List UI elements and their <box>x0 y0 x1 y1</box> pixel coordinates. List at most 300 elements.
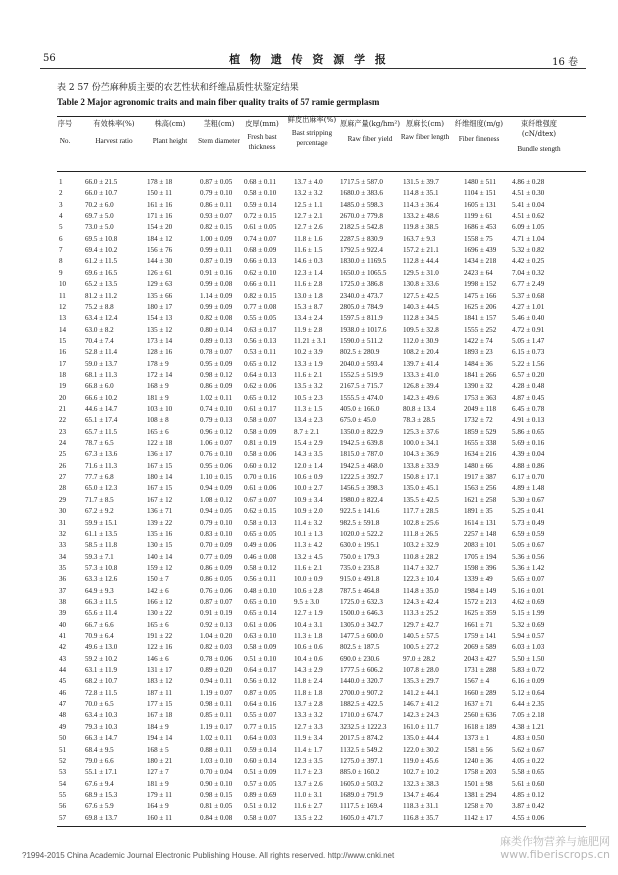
table-cell: 4.51 ± 0.62 <box>512 212 545 221</box>
table-cell: 142.3 ± 49.6 <box>403 393 439 402</box>
table-row <box>0 655 618 666</box>
table-cell: 70.2 ± 6.0 <box>85 200 114 209</box>
table-cell: 885.0 ± 160.2 <box>340 768 380 777</box>
table-cell: 0.77 ± 0.15 <box>244 722 277 731</box>
table-cell: 55.1 ± 17.1 <box>85 768 118 777</box>
table-cell: 1696 ± 439 <box>464 246 497 255</box>
table-cell: 0.58 ± 0.10 <box>244 189 277 198</box>
table-cell: 10.6 ± 0.6 <box>294 643 323 652</box>
table-cell: 0.82 ± 0.15 <box>200 223 233 232</box>
table-cell: 1731 ± 288 <box>464 666 497 675</box>
row-number: 28 <box>59 484 67 493</box>
table-cell: 1477.5 ± 600.0 <box>340 632 383 640</box>
table-cell: 0.77 ± 0.09 <box>200 552 233 561</box>
table-cell: 167 ± 15 <box>147 461 173 470</box>
table-cell: 161 ± 16 <box>147 200 173 209</box>
table-cell: 119.8 ± 38.5 <box>403 223 439 232</box>
table-cell: 12.3 ± 1.4 <box>294 268 323 277</box>
table-cell: 70.4 ± 7.4 <box>85 336 114 345</box>
table-cell: 0.65 ± 0.05 <box>244 529 277 538</box>
table-cell: 5.94 ± 0.57 <box>512 632 545 640</box>
table-cell: 675.0 ± 45.0 <box>340 416 376 425</box>
table-cell: 0.58 ± 0.09 <box>244 427 277 436</box>
table-cell: 154 ± 20 <box>147 223 173 232</box>
table-cell: 11.4 ± 1.7 <box>294 745 323 754</box>
table-row <box>0 337 618 348</box>
table-cell: 135.0 ± 45.1 <box>403 484 439 493</box>
table-cell: 1759 ± 141 <box>464 632 497 640</box>
table-cell: 140 ± 14 <box>147 552 173 561</box>
table-cell: 1590.0 ± 511.2 <box>340 336 383 345</box>
table-cell: 156 ± 76 <box>147 246 173 255</box>
table-cell: 5.05 ± 0.67 <box>512 541 545 550</box>
table-cell: 163.7 ± 9.3 <box>403 234 436 243</box>
table-cell: 0.77 ± 0.08 <box>244 302 277 311</box>
table-cell: 8.7 ± 2.1 <box>294 427 320 436</box>
table-row <box>0 553 618 564</box>
table-cell: 114.7 ± 32.7 <box>403 563 439 572</box>
table-cell: 129.7 ± 42.7 <box>403 620 439 629</box>
table-cell: 11.8 ± 1.8 <box>294 688 323 697</box>
table-cell: 630.0 ± 195.1 <box>340 541 380 550</box>
table-cell: 6.03 ± 1.03 <box>512 643 545 652</box>
table-cell: 0.55 ± 0.07 <box>244 711 277 720</box>
journal-title: 植 物 遗 传 资 源 学 报 <box>229 53 389 66</box>
table-cell: 735.0 ± 235.8 <box>340 563 380 572</box>
table-cell: 73.0 ± 5.0 <box>85 223 114 232</box>
table-cell: 0.87 ± 0.19 <box>200 257 233 266</box>
row-number: 10 <box>59 280 67 289</box>
row-number: 4 <box>59 212 63 221</box>
table-cell: 5.30 ± 0.67 <box>512 495 545 504</box>
table-cell: 167 ± 12 <box>147 495 173 504</box>
row-number: 7 <box>59 246 63 255</box>
table-cell: 405.0 ± 166.0 <box>340 405 380 413</box>
table-cell: 129.5 ± 31.0 <box>403 268 439 277</box>
table-row <box>0 700 618 711</box>
table-cell: 100.5 ± 27.2 <box>403 643 439 652</box>
table-cell: 1717.5 ± 587.0 <box>340 178 383 186</box>
table-cell: 5.65 ± 0.07 <box>512 575 545 584</box>
table-cell: 57.3 ± 10.8 <box>85 563 118 572</box>
table-cell: 112.0 ± 30.9 <box>403 336 439 345</box>
table-row <box>0 223 618 234</box>
table-cell: 4.85 ± 0.12 <box>512 790 545 799</box>
table-cell: 133.3 ± 41.0 <box>403 370 439 379</box>
table-cell: 13.5 ± 3.2 <box>294 382 323 391</box>
table-cell: 0.85 ± 0.11 <box>200 711 233 720</box>
table-cell: 6.77 ± 2.49 <box>512 280 545 289</box>
table-row <box>0 791 618 802</box>
row-number: 3 <box>59 200 63 209</box>
table-cell: 61.1 ± 13.5 <box>85 529 118 538</box>
table-cell: 63.4 ± 12.4 <box>85 314 118 323</box>
table-cell: 0.82 ± 0.15 <box>244 291 277 300</box>
table-row <box>0 802 618 813</box>
table-row <box>0 587 618 598</box>
table-cell: 1222.5 ± 392.7 <box>340 473 383 482</box>
table-row <box>0 246 618 257</box>
table-cell: 133.2 ± 48.6 <box>403 212 439 221</box>
caption-label: 表 2 57 <box>57 83 89 93</box>
table-cell: 15.3 ± 8.7 <box>294 302 323 311</box>
table-cell: 140.5 ± 57.5 <box>403 632 439 640</box>
table-cell: 0.68 ± 0.11 <box>244 178 277 186</box>
table-row <box>0 621 618 632</box>
row-number: 53 <box>59 768 67 777</box>
table-cell: 65.1 ± 17.4 <box>85 416 118 425</box>
table-cell: 173 ± 14 <box>147 336 173 345</box>
table-cell: 0.62 ± 0.15 <box>244 507 277 516</box>
table-cell: 5.83 ± 0.72 <box>512 666 545 675</box>
table-row <box>0 575 618 586</box>
table-cell: 787.5 ± 464.8 <box>340 586 380 595</box>
table-cell: 0.78 ± 0.06 <box>200 654 233 663</box>
table-cell: 171 ± 16 <box>147 212 173 221</box>
table-cell: 78.3 ± 28.5 <box>403 416 436 425</box>
table-cell: 4.38 ± 1.21 <box>512 722 545 731</box>
column-header-stem-diameter: 茎粗(cm) Stem diameter <box>198 119 240 145</box>
table-cell: 11.9 ± 2.8 <box>294 325 323 334</box>
table-cell: 12.5 ± 1.1 <box>294 200 323 209</box>
table-cell: 0.59 ± 0.14 <box>244 200 277 209</box>
table-cell: 0.86 ± 0.09 <box>200 382 233 391</box>
table-cell: 2083 ± 101 <box>464 541 497 550</box>
table-cell: 1475 ± 166 <box>464 291 497 300</box>
table-row <box>0 416 618 427</box>
table-cell: 69.7 ± 5.0 <box>85 212 114 221</box>
table-cell: 0.65 ± 0.12 <box>244 359 277 368</box>
table-cell: 65.2 ± 13.5 <box>85 280 118 289</box>
table-cell: 1882.5 ± 422.5 <box>340 700 383 709</box>
row-number: 36 <box>59 575 67 584</box>
table-cell: 59.2 ± 10.2 <box>85 654 118 663</box>
table-cell: 102.7 ± 10.2 <box>403 768 439 777</box>
table-cell: 0.63 ± 0.10 <box>244 632 277 640</box>
watermark-line-1: 麻类作物营养与施肥网 <box>500 835 610 848</box>
table-cell: 1480 ± 66 <box>464 461 493 470</box>
row-number: 24 <box>59 439 67 448</box>
row-number: 35 <box>59 563 67 572</box>
table-cell: 11.4 ± 3.2 <box>294 518 323 527</box>
table-cell: 11.8 ± 1.6 <box>294 234 323 243</box>
table-cell: 5.15 ± 1.99 <box>512 609 545 618</box>
table-cell: 13.2 ± 4.5 <box>294 552 323 561</box>
table-cell: 0.94 ± 0.05 <box>200 507 233 516</box>
table-cell: 1598 ± 396 <box>464 563 497 572</box>
table-cell: 1132.5 ± 549.2 <box>340 745 383 754</box>
table-cell: 6.09 ± 1.05 <box>512 223 545 232</box>
table-cell: 11.6 ± 2.7 <box>294 802 323 811</box>
table-row <box>0 348 618 359</box>
table-cell: 0.60 ± 0.12 <box>244 461 277 470</box>
row-number: 43 <box>59 654 67 663</box>
table-cell: 0.93 ± 0.07 <box>200 212 233 221</box>
table-cell: 103.2 ± 32.9 <box>403 541 439 550</box>
table-cell: 63.1 ± 11.9 <box>85 666 118 675</box>
table-cell: 113.3 ± 25.2 <box>403 609 439 618</box>
table-cell: 1.03 ± 0.10 <box>200 756 233 765</box>
table-cell: 0.95 ± 0.06 <box>200 461 233 470</box>
table-cell: 1815.0 ± 787.0 <box>340 450 383 459</box>
table-cell: 0.51 ± 0.09 <box>244 768 277 777</box>
table-cell: 3.87 ± 0.42 <box>512 802 545 811</box>
table-cell: 0.53 ± 0.11 <box>244 348 277 357</box>
table-cell: 1020.0 ± 522.2 <box>340 529 383 538</box>
table-cell: 66.3 ± 11.5 <box>85 597 118 606</box>
table-cell: 1637 ± 71 <box>464 700 493 709</box>
table-row <box>0 201 618 212</box>
table-cell: 4.51 ± 0.30 <box>512 189 545 198</box>
table-cell: 5.46 ± 0.40 <box>512 314 545 323</box>
table-row <box>0 496 618 507</box>
table-cell: 1753 ± 363 <box>464 393 497 402</box>
table-row <box>0 734 618 745</box>
table-cell: 0.61 ± 0.17 <box>244 405 277 413</box>
table-cell: 114.3 ± 36.4 <box>403 200 439 209</box>
table-cell: 67.6 ± 9.4 <box>85 779 114 788</box>
table-cell: 0.56 ± 0.12 <box>244 677 277 686</box>
row-number: 31 <box>59 518 67 527</box>
row-number: 57 <box>59 813 67 822</box>
table-cell: 1625 ± 206 <box>464 302 497 311</box>
table-row <box>0 257 618 268</box>
table-cell: 0.80 ± 0.14 <box>200 325 233 334</box>
column-header-bundle-strength: 束纤维强度(cN/dtex) Bundle stength <box>517 119 561 153</box>
table-row <box>0 382 618 393</box>
row-number: 26 <box>59 461 67 470</box>
row-number: 27 <box>59 473 67 482</box>
table-cell: 159 ± 12 <box>147 563 173 572</box>
table-cell: 71.6 ± 11.3 <box>85 461 118 470</box>
table-cell: 0.86 ± 0.11 <box>200 200 233 209</box>
table-cell: 178 ± 18 <box>147 178 173 186</box>
table-cell: 5.22 ± 1.56 <box>512 359 545 368</box>
table-cell: 5.12 ± 0.64 <box>512 688 545 697</box>
table-row <box>0 814 618 825</box>
table-row <box>0 677 618 688</box>
table-cell: 102.8 ± 25.6 <box>403 518 439 527</box>
table-cell: 10.2 ± 3.9 <box>294 348 323 357</box>
row-number: 47 <box>59 700 67 709</box>
table-cell: 1725.0 ± 632.3 <box>340 597 383 606</box>
table-cell: 0.70 ± 0.09 <box>200 541 233 550</box>
row-number: 21 <box>59 405 67 413</box>
table-cell: 122 ± 18 <box>147 439 173 448</box>
table-cell: 1390 ± 32 <box>464 382 493 391</box>
table-cell: 1258 ± 70 <box>464 802 493 811</box>
column-header-raw-fiber-yield: 原麻产量(kg/hm²) Raw fiber yield <box>339 119 401 143</box>
column-header-stripping: 鲜皮出麻率(%) Bast stripping percentage <box>287 115 337 147</box>
table-cell: 134.7 ± 46.4 <box>403 790 439 799</box>
row-number: 16 <box>59 348 67 357</box>
table-cell: 0.98 ± 0.11 <box>200 700 233 709</box>
table-row <box>0 462 618 473</box>
table-cell: 5.36 ± 1.42 <box>512 563 545 572</box>
table-cell: 13.7 ± 2.8 <box>294 700 323 709</box>
table-cell: 6.44 ± 2.35 <box>512 700 545 709</box>
table-cell: 184 ± 12 <box>147 234 173 243</box>
table-cell: 10.6 ± 2.8 <box>294 586 323 595</box>
table-cell: 3232.5 ± 1222.3 <box>340 722 387 731</box>
table-cell: 168 ± 9 <box>147 382 169 391</box>
table-cell: 0.70 ± 0.04 <box>200 768 233 777</box>
table-cell: 1597.5 ± 811.9 <box>340 314 383 323</box>
table-cell: 10.0 ± 2.7 <box>294 484 323 493</box>
table-cell: 79.3 ± 10.3 <box>85 722 118 731</box>
table-cell: 0.82 ± 0.03 <box>200 643 233 652</box>
table-cell: 180 ± 14 <box>147 473 173 482</box>
table-cell: 11.7 ± 2.3 <box>294 768 323 777</box>
table-cell: 61.2 ± 11.5 <box>85 257 118 266</box>
table-cell: 0.89 ± 0.20 <box>200 666 233 675</box>
table-cell: 2560 ± 636 <box>464 711 497 720</box>
table-cell: 12.7 ± 2.6 <box>294 223 323 232</box>
row-number: 30 <box>59 507 67 516</box>
table-cell: 0.59 ± 0.14 <box>244 745 277 754</box>
table-cell: 12.7 ± 2.1 <box>294 212 323 221</box>
table-cell: 1605.0 ± 503.2 <box>340 779 383 788</box>
table-row <box>0 371 618 382</box>
table-cell: 11.3 ± 1.8 <box>294 632 323 640</box>
table-cell: 0.58 ± 0.09 <box>244 643 277 652</box>
table-cell: 2340.0 ± 473.7 <box>340 291 383 300</box>
table-cell: 5.36 ± 0.56 <box>512 552 545 561</box>
table-cell: 2043 ± 427 <box>464 654 497 663</box>
table-cell: 0.98 ± 0.12 <box>200 370 233 379</box>
table-cell: 13.3 ± 3.2 <box>294 711 323 720</box>
column-header-fiber-fineness: 纤维细度(m/g) Fiber fineness <box>454 119 504 143</box>
table-cell: 66.0 ± 10.7 <box>85 189 118 198</box>
table-cell: 5.73 ± 0.49 <box>512 518 545 527</box>
table-row <box>0 360 618 371</box>
table-cell: 1555.5 ± 474.0 <box>340 393 383 402</box>
table-cell: 67.3 ± 13.6 <box>85 450 118 459</box>
table-cell: 1440.0 ± 320.7 <box>340 677 383 686</box>
table-cell: 0.72 ± 0.15 <box>244 212 277 221</box>
table-cell: 0.62 ± 0.10 <box>244 268 277 277</box>
table-cell: 1605 ± 131 <box>464 200 497 209</box>
table-cell: 10.0 ± 0.9 <box>294 575 323 584</box>
table-cell: 4.87 ± 0.45 <box>512 393 545 402</box>
table-cell: 0.88 ± 0.11 <box>200 745 233 754</box>
table-cell: 750.0 ± 179.3 <box>340 552 380 561</box>
table-cell: 1563 ± 256 <box>464 484 497 493</box>
table-cell: 0.90 ± 0.10 <box>200 779 233 788</box>
table-cell: 71.7 ± 8.5 <box>85 495 114 504</box>
table-cell: 146 ± 6 <box>147 654 169 663</box>
table-cell: 130.8 ± 33.6 <box>403 280 439 289</box>
table-cell: 0.81 ± 0.05 <box>200 802 233 811</box>
table-cell: 0.57 ± 0.05 <box>244 779 277 788</box>
table-cell: 79.0 ± 6.6 <box>85 756 114 765</box>
table-row <box>0 314 618 325</box>
caption-text: 份苎麻种质主要的农艺性状和纤维品质性状鉴定结果 <box>91 83 299 93</box>
table-cell: 14.6 ± 0.3 <box>294 257 323 266</box>
table-cell: 1618 ± 189 <box>464 722 497 731</box>
table-cell: 126.8 ± 39.4 <box>403 382 439 391</box>
table-cell: 150.8 ± 17.1 <box>403 473 439 482</box>
table-cell: 59.0 ± 13.7 <box>85 359 118 368</box>
table-cell: 0.91 ± 0.19 <box>200 609 233 618</box>
table-cell: 1480 ± 511 <box>464 178 497 186</box>
table-cell: 1661 ± 71 <box>464 620 493 629</box>
table-cell: 0.94 ± 0.11 <box>200 677 233 686</box>
table-cell: 0.99 ± 0.11 <box>200 246 233 255</box>
row-number: 52 <box>59 756 67 765</box>
table-cell: 97.0 ± 28.2 <box>403 654 436 663</box>
row-number: 8 <box>59 257 63 266</box>
table-cell: 1275.0 ± 397.1 <box>340 756 383 765</box>
row-number: 37 <box>59 586 67 595</box>
table-cell: 11.6 ± 2.1 <box>294 563 323 572</box>
table-cell: 135.5 ± 42.5 <box>403 495 439 504</box>
table-cell: 1.10 ± 0.15 <box>200 473 233 482</box>
table-cell: 180 ± 21 <box>147 756 173 765</box>
table-cell: 0.87 ± 0.05 <box>244 688 277 697</box>
table-row <box>0 507 618 518</box>
table-cell: 0.58 ± 0.13 <box>244 518 277 527</box>
table-cell: 1552.5 ± 519.9 <box>340 370 383 379</box>
table-cell: 58.5 ± 11.8 <box>85 541 118 550</box>
table-cell: 1142 ± 17 <box>464 813 493 822</box>
table-cell: 140.3 ± 44.5 <box>403 302 439 311</box>
table-row <box>0 632 618 643</box>
table-cell: 75.2 ± 8.8 <box>85 302 114 311</box>
table-cell: 144 ± 30 <box>147 257 173 266</box>
table-cell: 0.67 ± 0.07 <box>244 495 277 504</box>
table-cell: 0.61 ± 0.06 <box>244 484 277 493</box>
row-number: 14 <box>59 325 67 334</box>
table-cell: 63.4 ± 10.3 <box>85 711 118 720</box>
volume-label: 16 卷 <box>552 57 578 68</box>
table-cell: 139 ± 22 <box>147 518 173 527</box>
table-cell: 1605.0 ± 471.7 <box>340 813 383 822</box>
table-cell: 4.86 ± 0.28 <box>512 178 545 186</box>
table-cell: 4.55 ± 0.06 <box>512 813 545 822</box>
table-cell: 1710.0 ± 674.7 <box>340 711 383 720</box>
table-cell: 110.8 ± 28.2 <box>403 552 439 561</box>
table-cell: 0.60 ± 0.14 <box>244 756 277 765</box>
table-cell: 1104 ± 151 <box>464 189 497 198</box>
table-cell: 10.4 ± 3.1 <box>294 620 323 629</box>
table-cell: 5.61 ± 0.60 <box>512 779 545 788</box>
row-number: 48 <box>59 711 67 720</box>
row-number: 41 <box>59 632 67 640</box>
table-cell: 184 ± 9 <box>147 722 169 731</box>
table-cell: 166 ± 12 <box>147 597 173 606</box>
table-cell: 131.5 ± 39.7 <box>403 178 439 186</box>
table-cell: 4.89 ± 1.48 <box>512 484 545 493</box>
table-cell: 81.2 ± 11.2 <box>85 291 118 300</box>
table-cell: 167 ± 15 <box>147 484 173 493</box>
row-number: 33 <box>59 541 67 550</box>
table-cell: 177 ± 15 <box>147 700 173 709</box>
table-row <box>0 269 618 280</box>
table-cell: 15.4 ± 2.9 <box>294 439 323 448</box>
table-cell: 1.00 ± 0.09 <box>200 234 233 243</box>
table-cell: 2017.5 ± 874.2 <box>340 734 383 743</box>
table-cell: 122.0 ± 30.2 <box>403 745 439 754</box>
table-cell: 2182.5 ± 542.8 <box>340 223 383 232</box>
table-cell: 0.82 ± 0.08 <box>200 314 233 323</box>
table-cell: 100.0 ± 34.1 <box>403 439 439 448</box>
row-number: 25 <box>59 450 67 459</box>
table-cell: 66.6 ± 10.2 <box>85 393 118 402</box>
table-cell: 1199 ± 61 <box>464 212 493 221</box>
table-cell: 0.99 ± 0.08 <box>200 280 233 289</box>
table-cell: 1984 ± 149 <box>464 586 497 595</box>
